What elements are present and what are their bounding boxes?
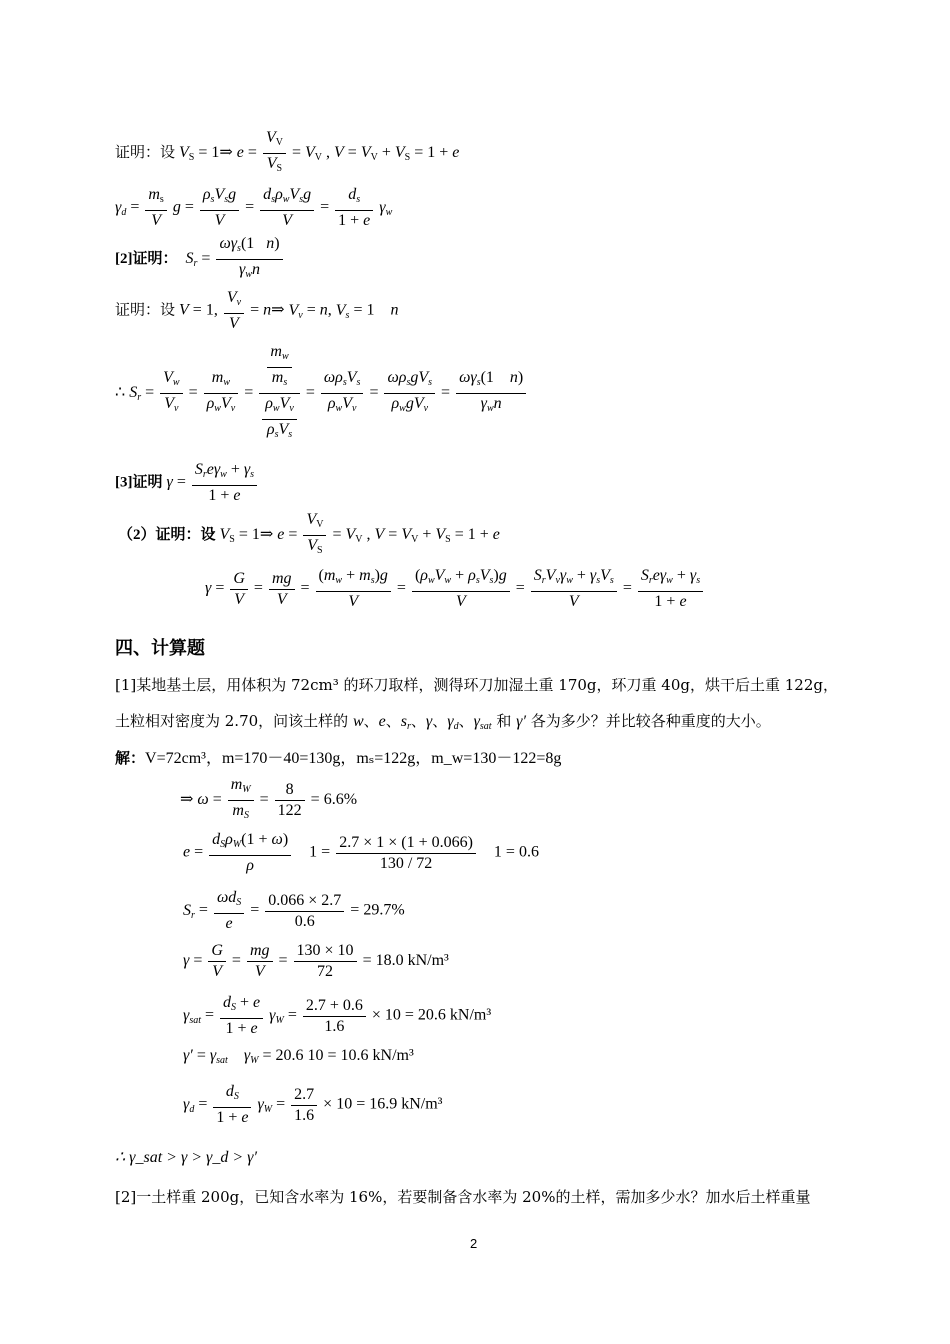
proof3-sub-label: （2）证明：设 bbox=[118, 527, 216, 544]
problem1-line2: 土粒相对密度为 2.70，问该土样的 w、e、$s_r$、γ、$\gamma_d$、$\gamma_{sat}$ 和 γ′ 各为多少？并比较各种重度的大小。 bbox=[115, 712, 771, 732]
result-gamma-prime: = 20.6 10 = 10.6 kN/m³ bbox=[262, 1047, 414, 1064]
calc-sat-unit-weight: $\gamma_{sat}$ = $\frac{d_S + e}{1 + e}$ $\gamma_W$ = $\frac{2.7 + 0.6}{1.6}$ × 10 = 20.6 kN/m³ bbox=[183, 994, 492, 1037]
proof3-derivation: γ = $\frac{G}{V}$ = $\frac{mg}{V}$ = $\frac{(m_w + m_s)g}{V}$ = $\frac{(\rho_wV_w + \rho_sV_s)g}{V}$ = $\frac{S_rV_v\gamma_w + \gamma_sV_s}{V}$ = $\frac{S_re\gamma_w + \gamma_s}{1 + e}$ bbox=[205, 566, 705, 612]
calc-water-content: ⇒ ω = $\frac{m_W}{m_S}$ = $\frac{8}{122}$ = 6.6% bbox=[180, 776, 358, 821]
proof3-setup: （2）证明：设 $V_S$ = 1⇒ e = $\frac{V_V}{V_S}$ = $V_V$ , $V = V_V + V_S = 1 + e$ bbox=[118, 511, 500, 556]
proof2-label: [2]证明： bbox=[115, 251, 178, 268]
solution-given: V=72cm³，m=170－40=130g，mₛ=122g，m_w=130－122=8g bbox=[145, 750, 562, 767]
proof3-label: [3]证明 bbox=[115, 474, 163, 491]
solution-line bbox=[115, 745, 561, 768]
calc-void-ratio: e = $\frac{d_S\rho_W(1 + \omega)}{\rho}$ 1 = $\frac{2.7 \times 1 \times (1 + 0.066)}{130 / 72}$ 1 = 0.6 bbox=[183, 831, 539, 874]
problem1-line2-text: 土粒相对密度为 2.70，问该土样的 bbox=[115, 712, 349, 730]
result-sr: = 29.7% bbox=[350, 901, 405, 919]
calc-buoyant-unit-weight: $\gamma' = \gamma_{sat}$ $\gamma_W = 20.6$ 10 = 10.6 kN/m³ bbox=[183, 1047, 414, 1066]
therefore-symbol: ∴ bbox=[115, 384, 126, 402]
section-title: 四、计算题 bbox=[115, 638, 205, 659]
problem2-line1: [2]一土样重 200g，已知含水率为 16%，若要制备含水率为 20%的土样，需加多少水？加水后土样重量 bbox=[115, 1188, 811, 1206]
calc-saturation: $S_r$ = $\frac{\omega d_S}{e}$ = $\frac{0.066 \times 2.7}{0.6}$ = 29.7% bbox=[183, 889, 405, 932]
problem1-and: 和 bbox=[496, 712, 512, 730]
result-gamma-sat: × 10 = 20.6 kN/m³ bbox=[371, 1006, 492, 1024]
solution-label: 解： bbox=[115, 749, 146, 767]
result-w: = 6.6% bbox=[310, 791, 358, 809]
proof2-setup: 证明：设 V = 1, $\frac{V_v}{V}$ = n⇒ $V_v = n$, $V_s = 1$ n bbox=[115, 289, 399, 332]
calc-unit-weight: γ = $\frac{G}{V}$ = $\frac{mg}{V}$ = $\frac{130 \times 10}{72}$ = 18.0 kN/m³ bbox=[183, 942, 449, 980]
result-e-expr: 1 = bbox=[309, 843, 331, 861]
page-number: 2 bbox=[470, 1236, 478, 1251]
proof2-derivation: ∴ $S_r$ = $\frac{V_w}{V_v}$ = $\frac{m_w}{\rho_wV_v}$ = $\frac{\frac{m_w}{m_s}}{\frac{\rho_wV_v}{\rho_sV_s}}$ = $\frac{\omega\rho_sV_s}{\rho_wV_v}$ = $\frac{\omega\rho_sgV_s}{\rho_wgV_v}$ = $\frac{\omega\gamma_s(1 n)}{\gamma_wn}$ bbox=[115, 342, 528, 445]
proof1-label: 证明：设 bbox=[115, 145, 176, 162]
result-gamma: = 18.0 kN/m³ bbox=[362, 952, 449, 970]
result-e: 1 = 0.6 bbox=[493, 843, 539, 861]
proof2-statement: [2]证明： $S_r$ = $\frac{\omega\gamma_s(1 n)}{\gamma_wn}$ bbox=[115, 234, 285, 285]
unit-weight-order: ∴ γ_sat > γ > γ_d > γ′ bbox=[115, 1149, 257, 1166]
problem1-line2-end: 各为多少？并比较各种重度的大小。 bbox=[530, 712, 771, 730]
proof2-setup-label: 证明：设 bbox=[115, 302, 176, 319]
proof1-line2: $\gamma_d$ = $\frac{m_s}{V}$ g = $\frac{\rho_sV_sg}{V}$ = $\frac{d_s\rho_wV_sg}{V}$ = $\frac{d_s}{1 + e}$ $\gamma_w$ bbox=[115, 186, 393, 229]
proof3-statement: [3]证明 γ = $\frac{S_re\gamma_w + \gamma_s}{1 + e}$ bbox=[115, 460, 259, 506]
proof1-line1: 证明：设 $V_S$ = 1⇒ e = $\frac{V_V}{V_S}$ = $V_V$ , $V = V_V + V_S = 1 + e$ bbox=[115, 129, 460, 174]
calc-dry-unit-weight: $\gamma_d$ = $\frac{d_S}{1 + e}$ $\gamma_W$ = $\frac{2.7}{1.6}$ × 10 = 16.9 kN/m³ bbox=[183, 1083, 443, 1126]
result-gamma-d: × 10 = 16.9 kN/m³ bbox=[323, 1095, 443, 1113]
problem1-line1: [1]某地基土层，用体积为 72cm³ 的环刀取样，测得环刀加湿土重 170g，环刀重 40g，烘干后土重 122g， bbox=[115, 676, 838, 694]
